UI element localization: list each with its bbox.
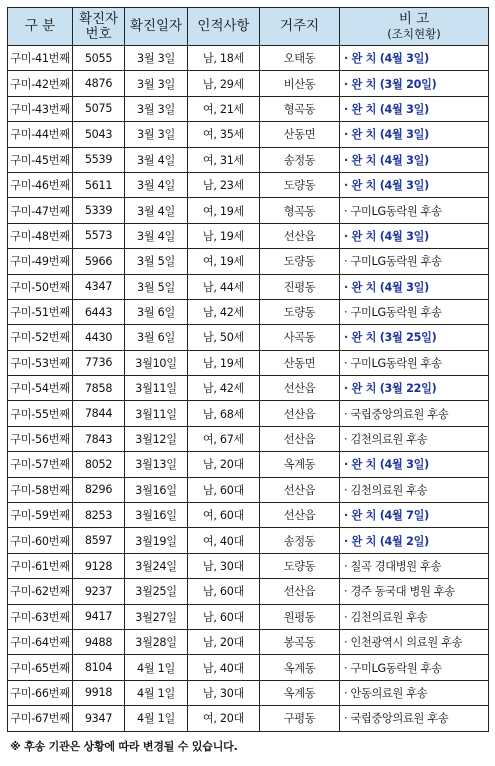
cell-personal-info: 남, 20대: [188, 629, 260, 654]
cell-confirm-date: 4월 1일: [125, 655, 188, 680]
table-header-row: [8, 8, 489, 46]
table-row: [8, 680, 489, 705]
cell-personal-info: 남, 68세: [188, 401, 260, 426]
cell-personal-info: 남, 19세: [188, 350, 260, 375]
cell-residence: 선산읍: [260, 401, 340, 426]
header-residence: 거주지: [260, 8, 340, 46]
cell-remark: · 구미LG동락원 후송: [340, 249, 489, 274]
cell-case-no: 9417: [73, 604, 125, 629]
cell-division: 구미-60번째: [8, 528, 73, 553]
cell-remark: · 완 치 (4월 3일): [340, 46, 489, 71]
cell-remark: · 인천광역시 의료원 후송: [340, 629, 489, 654]
cell-division: 구미-66번째: [8, 680, 73, 705]
cell-division: 구미-55번째: [8, 401, 73, 426]
cell-confirm-date: 3월 4일: [125, 198, 188, 223]
table-row: [8, 350, 489, 375]
cell-residence: 형곡동: [260, 96, 340, 121]
table-row: [8, 706, 489, 731]
header-personal-info: 인적사항: [188, 8, 260, 46]
cell-personal-info: 여, 19세: [188, 249, 260, 274]
table-row: [8, 452, 489, 477]
cell-case-no: 9918: [73, 680, 125, 705]
table-row: [8, 71, 489, 96]
cell-personal-info: 남, 50세: [188, 325, 260, 350]
cell-remark: · 완 치 (3월 25일): [340, 325, 489, 350]
cell-confirm-date: 3월11일: [125, 376, 188, 401]
table-row: [8, 122, 489, 147]
cell-case-no: 5573: [73, 223, 125, 248]
table-body: [8, 46, 489, 732]
cell-case-no: 8597: [73, 528, 125, 553]
cell-confirm-date: 4월 1일: [125, 706, 188, 731]
cell-case-no: 5966: [73, 249, 125, 274]
cell-remark: · 국립중앙의료원 후송: [340, 706, 489, 731]
cell-residence: 구평동: [260, 706, 340, 731]
cell-residence: 봉곡동: [260, 629, 340, 654]
cell-personal-info: 남, 30대: [188, 553, 260, 578]
table-row: [8, 503, 489, 528]
cell-division: 구미-51번째: [8, 299, 73, 324]
cell-confirm-date: 3월16일: [125, 503, 188, 528]
cell-case-no: 7844: [73, 401, 125, 426]
cell-division: 구미-64번째: [8, 629, 73, 654]
table-row: [8, 528, 489, 553]
header-remarks-line1: 비 고: [398, 10, 430, 27]
cell-residence: 사곡동: [260, 325, 340, 350]
cell-remark: · 국립중앙의료원 후송: [340, 401, 489, 426]
table-row: [8, 299, 489, 324]
cell-remark: · 완 치 (4월 3일): [340, 172, 489, 197]
cell-residence: 송정동: [260, 528, 340, 553]
cell-personal-info: 남, 42세: [188, 299, 260, 324]
header-case-no: [73, 8, 125, 46]
cell-division: 구미-53번째: [8, 350, 73, 375]
table-row: [8, 401, 489, 426]
cell-division: 구미-46번째: [8, 172, 73, 197]
cell-remark: · 김천의료원 후송: [340, 477, 489, 502]
cell-case-no: 8104: [73, 655, 125, 680]
cell-personal-info: 여, 31세: [188, 147, 260, 172]
cell-division: 구미-42번째: [8, 71, 73, 96]
cell-case-no: 4430: [73, 325, 125, 350]
cell-division: 구미-48번째: [8, 223, 73, 248]
cell-remark: · 김천의료원 후송: [340, 426, 489, 451]
header-remarks: [340, 8, 489, 46]
cell-residence: 진평동: [260, 274, 340, 299]
cell-division: 구미-52번째: [8, 325, 73, 350]
cell-division: 구미-63번째: [8, 604, 73, 629]
cell-remark: · 완 치 (3월 22일): [340, 376, 489, 401]
table-row: [8, 198, 489, 223]
cell-confirm-date: 3월 5일: [125, 274, 188, 299]
table-row: [8, 223, 489, 248]
cell-residence: 산동면: [260, 122, 340, 147]
table-row: [8, 325, 489, 350]
table-row: [8, 477, 489, 502]
cell-residence: 선산읍: [260, 503, 340, 528]
cell-case-no: 5055: [73, 46, 125, 71]
cell-residence: 형곡동: [260, 198, 340, 223]
cell-personal-info: 여, 21세: [188, 96, 260, 121]
cell-residence: 원평동: [260, 604, 340, 629]
table-row: [8, 46, 489, 71]
cell-remark: · 완 치 (3월 20일): [340, 71, 489, 96]
cell-remark: · 구미LG동락원 후송: [340, 655, 489, 680]
cell-residence: 선산읍: [260, 426, 340, 451]
cell-remark: · 구미LG동락원 후송: [340, 198, 489, 223]
table-row: [8, 96, 489, 121]
cell-residence: 옥계동: [260, 680, 340, 705]
cell-personal-info: 여, 40대: [188, 528, 260, 553]
table-row: [8, 426, 489, 451]
cell-residence: 도량동: [260, 553, 340, 578]
cell-residence: 선산읍: [260, 223, 340, 248]
cell-confirm-date: 3월 3일: [125, 96, 188, 121]
cell-confirm-date: 3월 4일: [125, 172, 188, 197]
cell-remark: · 구미LG동락원 후송: [340, 350, 489, 375]
cell-personal-info: 남, 29세: [188, 71, 260, 96]
cell-residence: 산동면: [260, 350, 340, 375]
cell-confirm-date: 3월 5일: [125, 249, 188, 274]
table-row: [8, 655, 489, 680]
cell-personal-info: 남, 60대: [188, 604, 260, 629]
cell-confirm-date: 3월28일: [125, 629, 188, 654]
header-case-no-line2: 번호: [85, 25, 112, 42]
cell-case-no: 8253: [73, 503, 125, 528]
cell-remark: · 김천의료원 후송: [340, 604, 489, 629]
cell-division: 구미-44번째: [8, 122, 73, 147]
cell-confirm-date: 3월 3일: [125, 46, 188, 71]
cell-personal-info: 여, 19세: [188, 198, 260, 223]
cell-confirm-date: 3월11일: [125, 401, 188, 426]
cell-division: 구미-61번째: [8, 553, 73, 578]
cell-division: 구미-56번째: [8, 426, 73, 451]
cell-division: 구미-50번째: [8, 274, 73, 299]
cell-case-no: 9347: [73, 706, 125, 731]
cell-residence: 옥계동: [260, 452, 340, 477]
header-confirm-date: 확진일자: [125, 8, 188, 46]
cell-personal-info: 여, 60대: [188, 503, 260, 528]
cell-personal-info: 남, 19세: [188, 223, 260, 248]
cell-division: 구미-49번째: [8, 249, 73, 274]
cell-remark: · 완 치 (4월 3일): [340, 274, 489, 299]
cell-residence: 도량동: [260, 249, 340, 274]
cell-remark: · 완 치 (4월 3일): [340, 122, 489, 147]
cell-personal-info: 여, 67세: [188, 426, 260, 451]
cell-remark: · 칠곡 경대병원 후송: [340, 553, 489, 578]
footnote: ※ 후송 기관은 상황에 따라 변경될 수 있습니다.: [10, 740, 238, 753]
cell-division: 구미-57번째: [8, 452, 73, 477]
cell-residence: 선산읍: [260, 376, 340, 401]
table-row: [8, 553, 489, 578]
cell-confirm-date: 4월 1일: [125, 680, 188, 705]
cell-personal-info: 남, 44세: [188, 274, 260, 299]
cell-residence: 선산읍: [260, 477, 340, 502]
cell-residence: 비산동: [260, 71, 340, 96]
cell-case-no: 5075: [73, 96, 125, 121]
table-row: [8, 629, 489, 654]
cell-confirm-date: 3월27일: [125, 604, 188, 629]
cell-division: 구미-45번째: [8, 147, 73, 172]
cell-personal-info: 남, 42세: [188, 376, 260, 401]
cell-division: 구미-58번째: [8, 477, 73, 502]
cell-case-no: 4347: [73, 274, 125, 299]
confirmed-cases-table: [7, 7, 489, 732]
cell-residence: 오태동: [260, 46, 340, 71]
cell-case-no: 5339: [73, 198, 125, 223]
cell-confirm-date: 3월 3일: [125, 71, 188, 96]
cell-personal-info: 남, 18세: [188, 46, 260, 71]
cell-confirm-date: 3월24일: [125, 553, 188, 578]
cell-confirm-date: 3월13일: [125, 452, 188, 477]
cell-remark: · 완 치 (4월 3일): [340, 147, 489, 172]
cell-case-no: 5539: [73, 147, 125, 172]
cell-division: 구미-54번째: [8, 376, 73, 401]
cell-confirm-date: 3월 6일: [125, 299, 188, 324]
cell-case-no: 9488: [73, 629, 125, 654]
header-case-no-line1: 확진자: [78, 10, 119, 27]
cell-division: 구미-62번째: [8, 579, 73, 604]
cell-case-no: 5043: [73, 122, 125, 147]
cell-residence: 송정동: [260, 147, 340, 172]
cell-remark: · 경주 동국대 병원 후송: [340, 579, 489, 604]
cell-remark: · 안동의료원 후송: [340, 680, 489, 705]
header-division: 구 분: [8, 8, 73, 46]
table-row: [8, 604, 489, 629]
cell-remark: · 완 치 (4월 2일): [340, 528, 489, 553]
cell-confirm-date: 3월12일: [125, 426, 188, 451]
cell-confirm-date: 3월 6일: [125, 325, 188, 350]
cell-personal-info: 남, 40대: [188, 655, 260, 680]
cell-case-no: 5611: [73, 172, 125, 197]
cell-personal-info: 남, 60대: [188, 477, 260, 502]
cell-residence: 선산읍: [260, 579, 340, 604]
cell-division: 구미-41번째: [8, 46, 73, 71]
cell-case-no: 4876: [73, 71, 125, 96]
cell-division: 구미-43번째: [8, 96, 73, 121]
cell-division: 구미-67번째: [8, 706, 73, 731]
cell-remark: · 완 치 (4월 3일): [340, 452, 489, 477]
cell-personal-info: 여, 35세: [188, 122, 260, 147]
table-row: [8, 579, 489, 604]
cell-confirm-date: 3월 4일: [125, 147, 188, 172]
cell-confirm-date: 3월25일: [125, 579, 188, 604]
cell-division: 구미-59번째: [8, 503, 73, 528]
cell-case-no: 9128: [73, 553, 125, 578]
cell-remark: · 구미LG동락원 후송: [340, 299, 489, 324]
cell-confirm-date: 3월 4일: [125, 223, 188, 248]
cell-remark: · 완 치 (4월 3일): [340, 223, 489, 248]
cell-personal-info: 남, 60대: [188, 579, 260, 604]
cell-division: 구미-65번째: [8, 655, 73, 680]
cell-case-no: 7843: [73, 426, 125, 451]
table-row: [8, 376, 489, 401]
cell-residence: 옥계동: [260, 655, 340, 680]
table-row: [8, 172, 489, 197]
cell-remark: · 완 치 (4월 7일): [340, 503, 489, 528]
cell-personal-info: 남, 30대: [188, 680, 260, 705]
cell-case-no: 9237: [73, 579, 125, 604]
cell-remark: · 완 치 (4월 3일): [340, 96, 489, 121]
cell-case-no: 7736: [73, 350, 125, 375]
cell-residence: 도량동: [260, 299, 340, 324]
cell-confirm-date: 3월16일: [125, 477, 188, 502]
cell-confirm-date: 3월10일: [125, 350, 188, 375]
cell-case-no: 8052: [73, 452, 125, 477]
cell-personal-info: 여, 20대: [188, 706, 260, 731]
cell-confirm-date: 3월19일: [125, 528, 188, 553]
cell-confirm-date: 3월 3일: [125, 122, 188, 147]
table-row: [8, 147, 489, 172]
cell-residence: 도량동: [260, 172, 340, 197]
table-row: [8, 249, 489, 274]
cell-case-no: 7858: [73, 376, 125, 401]
cell-case-no: 8296: [73, 477, 125, 502]
cell-personal-info: 남, 23세: [188, 172, 260, 197]
cell-division: 구미-47번째: [8, 198, 73, 223]
cell-personal-info: 남, 20대: [188, 452, 260, 477]
table-row: [8, 274, 489, 299]
header-remarks-line2: (조치현황): [387, 26, 441, 41]
cell-case-no: 6443: [73, 299, 125, 324]
